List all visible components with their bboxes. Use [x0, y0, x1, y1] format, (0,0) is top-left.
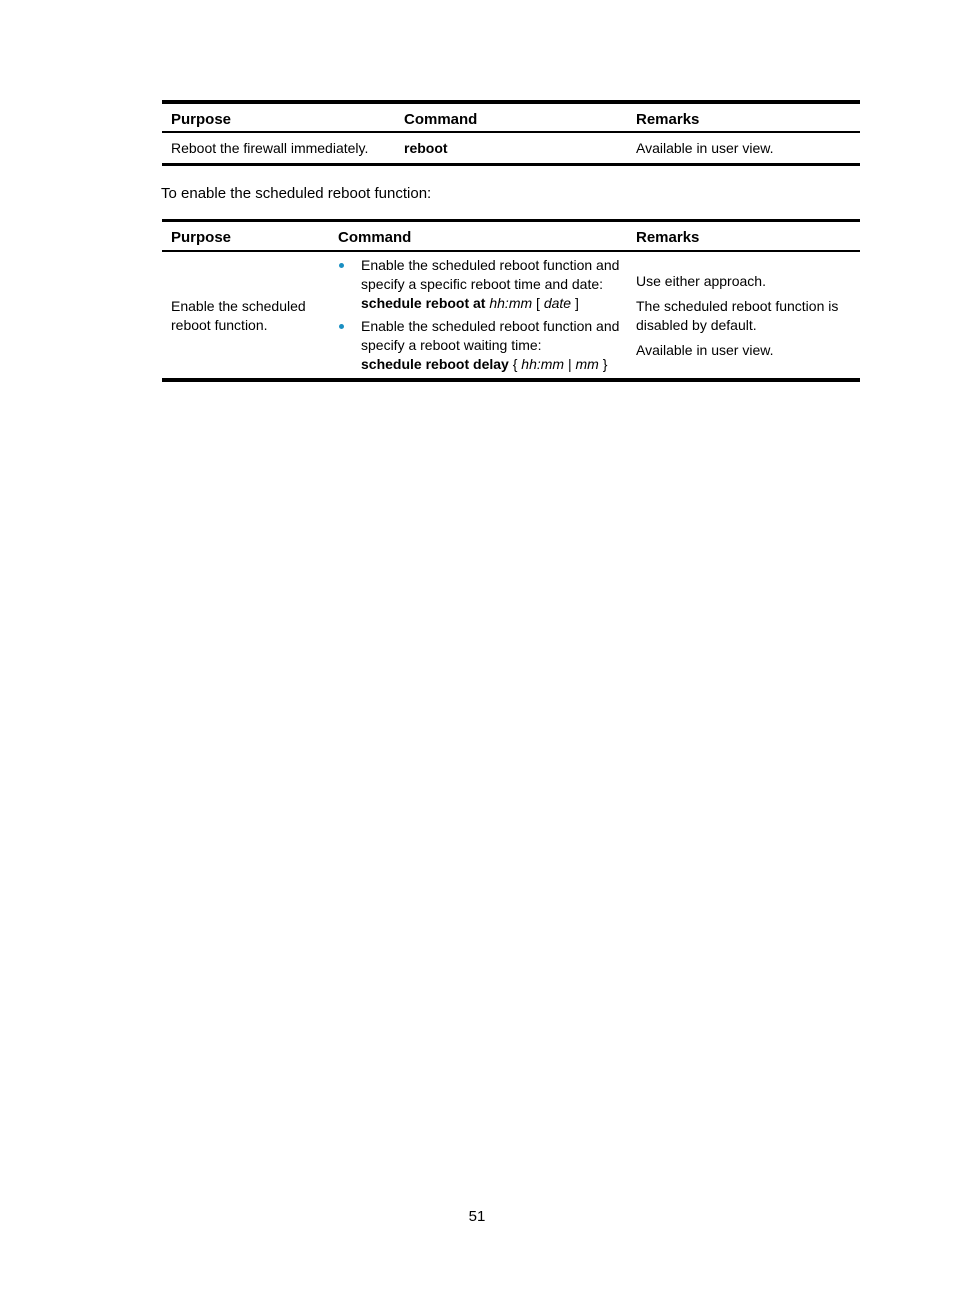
bullet-item-schedule-at	[338, 256, 628, 313]
scheduled-reboot-table	[162, 219, 860, 382]
header-remarks: Remarks	[636, 111, 700, 128]
command-argument: mm	[575, 356, 599, 372]
command-argument: date	[543, 295, 572, 311]
remarks-line: Use either approach.	[636, 273, 766, 289]
bullet-text-line: specify a reboot waiting time:	[361, 337, 542, 353]
page-number: 51	[468, 1208, 486, 1225]
command-cell	[404, 140, 448, 156]
header-command: Command	[404, 111, 478, 128]
command-keyword: schedule reboot at	[361, 295, 486, 311]
remarks-cell	[636, 272, 838, 366]
syntax-bracket: ]	[574, 295, 579, 311]
header-remarks: Remarks	[636, 229, 700, 246]
header-command: Command	[338, 229, 412, 246]
purpose-line: reboot function.	[171, 317, 268, 333]
table-header-row	[162, 104, 860, 133]
command-cell	[338, 256, 628, 378]
purpose-line: Enable the scheduled	[171, 298, 306, 314]
syntax-brace: }	[602, 356, 608, 372]
remarks-paragraph	[636, 341, 838, 360]
command-syntax	[361, 294, 628, 313]
table-row	[162, 252, 860, 378]
bullet-item-schedule-delay	[338, 317, 628, 374]
bullet-icon	[339, 324, 344, 329]
remarks-line: Available in user view.	[636, 342, 774, 358]
command-syntax	[361, 355, 628, 374]
purpose-cell: Reboot the firewall immediately.	[171, 140, 369, 156]
table-header-row	[162, 222, 860, 252]
remarks-cell: Available in user view.	[636, 140, 774, 156]
bullet-icon	[339, 263, 344, 268]
command-argument: hh:mm	[521, 356, 565, 372]
remarks-line: disabled by default.	[636, 317, 757, 333]
command-argument: hh:mm	[489, 295, 533, 311]
purpose-cell	[171, 297, 306, 335]
reboot-immediately-table	[162, 100, 860, 166]
syntax-brace: {	[512, 356, 518, 372]
intro-paragraph: To enable the scheduled reboot function:	[161, 185, 432, 202]
header-purpose: Purpose	[171, 111, 232, 128]
bullet-text-line: specify a specific reboot time and date:	[361, 276, 604, 292]
header-purpose: Purpose	[171, 229, 232, 246]
remarks-line: The scheduled reboot function is	[636, 298, 839, 314]
bullet-text-line: Enable the scheduled reboot function and	[361, 318, 620, 334]
remarks-paragraph	[636, 272, 838, 291]
table-row	[162, 133, 860, 163]
remarks-paragraph	[636, 297, 838, 335]
command-keyword: schedule reboot delay	[361, 356, 509, 372]
syntax-pipe: |	[567, 356, 572, 372]
syntax-bracket: [	[536, 295, 540, 311]
bullet-text-line: Enable the scheduled reboot function and	[361, 257, 620, 273]
command-keyword: reboot	[404, 140, 448, 156]
